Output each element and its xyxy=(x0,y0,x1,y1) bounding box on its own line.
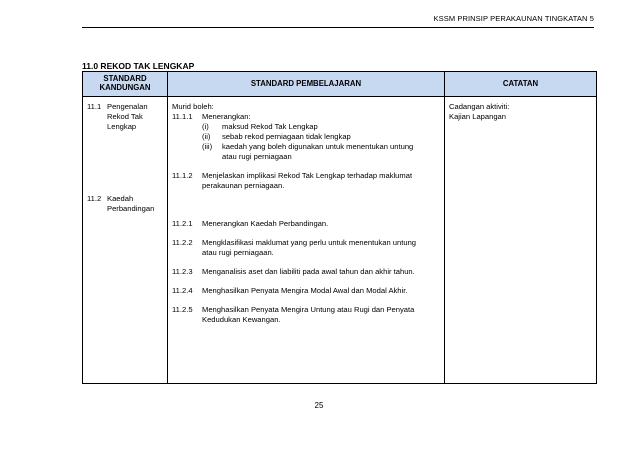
learning-standard-number: 11.2.3 xyxy=(172,267,193,276)
header-learning-standard: STANDARD PEMBELAJARAN xyxy=(168,72,445,97)
learning-standard-number: 11.2.1 xyxy=(172,219,193,228)
learning-standard-number: 11.2.5 xyxy=(172,305,193,314)
sub-item-line: kaedah yang boleh digunakan untuk menentukan untung xyxy=(222,142,414,151)
learning-standard-text: Menerangkan Kaedah Perbandingan. xyxy=(202,219,329,228)
content-standard-line: Rekod Tak xyxy=(107,112,143,121)
sub-item-numeral: (ii) xyxy=(202,132,211,141)
learning-standard-cell xyxy=(168,97,445,384)
content-standard-number: 11.2 xyxy=(87,194,102,203)
content-standard-11-1 xyxy=(87,102,163,132)
running-header: KSSM PRINSIP PERAKAUNAN TINGKATAN 5 xyxy=(433,14,594,23)
learning-standard-text xyxy=(202,171,412,191)
sub-item-text xyxy=(222,142,413,162)
learning-standard-11-1-1 xyxy=(172,112,440,122)
sub-item-numeral: (i) xyxy=(202,122,209,131)
learning-standard-11-2-4 xyxy=(172,286,440,296)
learning-standard-line: Mengklasifikasi maklumat yang perlu untuk menentukan untung xyxy=(202,238,417,247)
learning-standard-number: 11.2.2 xyxy=(172,238,193,247)
learning-standard-number: 11.2.4 xyxy=(172,286,193,295)
sub-item xyxy=(172,132,440,142)
page-number: 25 xyxy=(314,401,324,410)
learning-standard-11-2-5 xyxy=(172,305,440,325)
learning-standard-text: Menerangkan: xyxy=(202,112,251,121)
sub-item-numeral: (iii) xyxy=(202,142,213,151)
learning-standard-text xyxy=(202,238,416,258)
content-standard-number: 11.1 xyxy=(87,102,102,111)
learning-standard-number: 11.1.2 xyxy=(172,171,193,180)
content-standard-line: Lengkap xyxy=(107,122,137,131)
notes-line: Kajian Lapangan xyxy=(449,112,507,121)
learning-standard-11-2-3 xyxy=(172,267,440,277)
content-standard-text xyxy=(107,194,154,214)
learning-standard-line: Menghasilkan Penyata Mengira Untung atau Rugi dan Penyata xyxy=(202,305,415,314)
header-content-standard-line1: STANDARD xyxy=(103,74,147,84)
header-content-standard xyxy=(83,72,168,97)
learning-standard-line: Menjelaskan implikasi Rekod Tak Lengkap terhadap maklumat xyxy=(202,171,413,180)
content-standard-11-2 xyxy=(87,194,163,214)
learning-standard-line: Kedudukan Kewangan. xyxy=(202,315,281,324)
table-header-row xyxy=(83,72,597,97)
sub-item-text: maksud Rekod Tak Lengkap xyxy=(222,122,318,131)
learning-standard-11-2-1 xyxy=(172,219,440,229)
learning-standard-line: perakaunan perniagaan. xyxy=(202,181,285,190)
header-content-standard-line2: KANDUNGAN xyxy=(99,83,151,92)
content-standard-line: Kaedah xyxy=(107,194,134,203)
learning-standard-text: Menghasilkan Penyata Mengira Modal Awal dan Modal Akhir. xyxy=(202,286,408,295)
sub-item-text: sebab rekod perniagaan tidak lengkap xyxy=(222,132,351,141)
curriculum-table xyxy=(82,71,597,384)
header-rule xyxy=(82,27,594,28)
sub-item-line: atau rugi perniagaan xyxy=(222,152,292,161)
sub-item xyxy=(172,142,440,162)
learning-standard-number: 11.1.1 xyxy=(172,112,193,121)
content-standard-cell xyxy=(83,97,168,384)
notes-line: Cadangan aktiviti: xyxy=(449,102,510,111)
content-standard-line: Perbandingan xyxy=(107,204,155,213)
learning-standard-11-2-2 xyxy=(172,238,440,258)
header-notes: CATATAN xyxy=(445,72,597,97)
content-standard-text xyxy=(107,102,148,132)
learning-intro: Murid boleh: xyxy=(172,102,214,111)
learning-standard-11-1-2 xyxy=(172,171,440,191)
table-row xyxy=(83,97,597,384)
content-standard-line: Pengenalan xyxy=(107,102,148,111)
sub-item xyxy=(172,122,440,132)
learning-standard-line: atau rugi perniagaan. xyxy=(202,248,274,257)
learning-standard-text: Menganalisis aset dan liabiliti pada awal tahun dan akhir tahun. xyxy=(202,267,415,276)
learning-standard-text xyxy=(202,305,414,325)
notes-cell xyxy=(445,97,597,384)
section-title: 11.0 REKOD TAK LENGKAP xyxy=(82,61,195,71)
